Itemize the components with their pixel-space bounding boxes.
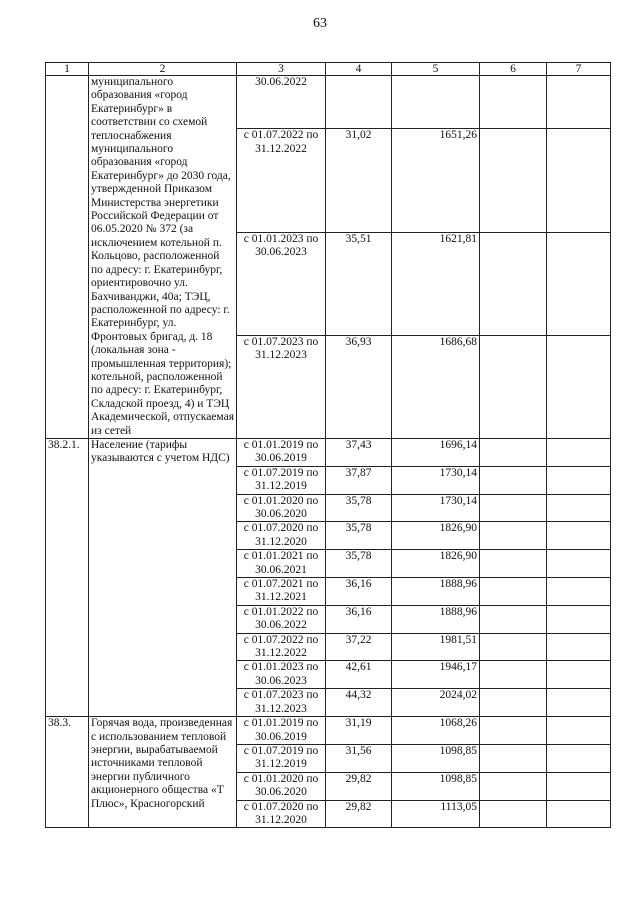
value-col5-cell: 1068,26: [392, 717, 480, 745]
header-col-4: 4: [326, 63, 392, 76]
period-cell: с 01.07.2020 по 31.12.2020: [237, 522, 326, 550]
tariff-table: [45, 62, 611, 828]
value-col7-cell: [547, 800, 611, 828]
value-col5-cell: 1686,68: [392, 335, 480, 438]
value-col6-cell: [480, 76, 547, 129]
value-col7-cell: [547, 772, 611, 800]
value-col5-cell: 1098,85: [392, 744, 480, 772]
value-col4-cell: 44,32: [326, 689, 392, 717]
period-cell: с 01.01.2023 по 30.06.2023: [237, 232, 326, 335]
value-col5-cell: 1946,17: [392, 661, 480, 689]
table-header-row: [46, 63, 611, 76]
value-col4-cell: 36,16: [326, 578, 392, 606]
value-col6-cell: [480, 772, 547, 800]
value-col6-cell: [480, 129, 547, 232]
value-col7-cell: [547, 689, 611, 717]
value-col7-cell: [547, 578, 611, 606]
header-col-3: 3: [237, 63, 326, 76]
value-col6-cell: [480, 800, 547, 828]
value-col7-cell: [547, 129, 611, 232]
row-description-cell: Горячая вода, произведенная с использованием тепловой энергии, вырабатываемой источниками тепловой энергии публичного акционерного общества «Т Плюс», Красногорский: [89, 717, 237, 828]
value-col7-cell: [547, 522, 611, 550]
value-col6-cell: [480, 578, 547, 606]
value-col7-cell: [547, 76, 611, 129]
value-col7-cell: [547, 717, 611, 745]
value-col7-cell: [547, 494, 611, 522]
value-col5-cell: 1888,96: [392, 578, 480, 606]
value-col4-cell: 35,51: [326, 232, 392, 335]
value-col4-cell: 35,78: [326, 550, 392, 578]
table-row: [46, 717, 611, 745]
value-col4-cell: 31,02: [326, 129, 392, 232]
value-col7-cell: [547, 605, 611, 633]
value-col5-cell: 1888,96: [392, 605, 480, 633]
value-col6-cell: [480, 438, 547, 466]
value-col5-cell: 1981,51: [392, 633, 480, 661]
value-col7-cell: [547, 550, 611, 578]
value-col6-cell: [480, 550, 547, 578]
page-number: 63: [313, 16, 327, 31]
period-cell: с 01.01.2020 по 30.06.2020: [237, 772, 326, 800]
period-cell: с 01.01.2023 по 30.06.2023: [237, 661, 326, 689]
value-col6-cell: [480, 494, 547, 522]
value-col4-cell: 42,61: [326, 661, 392, 689]
value-col6-cell: [480, 605, 547, 633]
header-col-6: 6: [480, 63, 547, 76]
value-col6-cell: [480, 744, 547, 772]
value-col4-cell: 37,43: [326, 438, 392, 466]
value-col7-cell: [547, 744, 611, 772]
table-body: [46, 76, 611, 828]
value-col5-cell: 1651,26: [392, 129, 480, 232]
table-row: [46, 438, 611, 466]
value-col5-cell: [392, 76, 480, 129]
value-col7-cell: [547, 335, 611, 438]
value-col6-cell: [480, 717, 547, 745]
row-description-cell: муниципального образования «город Екатеринбург» в соответствии со схемой теплоснабжения муниципального образования «город Екатеринбург» до 2030 года, утвержденной Приказом Министерства энергетики Российской Федерации от 06.05.2020 № 372 (за исключением котельной п. Кольцово, расположенной по адресу: г. Екатеринбург, ориентировочно ул. Бахчиванджи, 40а; ТЭЦ, расположенной по адресу: г. Екатеринбург, ул. Фронтовых бригад, д. 18 (локальная зона - промышленная территория); котельной, расположенной по адресу: г. Екатеринбург, Складской проезд, 4) и ТЭЦ Академической, отпускаемая из сетей: [89, 76, 237, 439]
period-cell: с 01.01.2020 по 30.06.2020: [237, 494, 326, 522]
value-col6-cell: [480, 633, 547, 661]
value-col4-cell: 35,78: [326, 494, 392, 522]
value-col4-cell: 35,78: [326, 522, 392, 550]
value-col4-cell: 29,82: [326, 800, 392, 828]
value-col7-cell: [547, 661, 611, 689]
period-cell: с 01.07.2019 по 31.12.2019: [237, 466, 326, 494]
period-cell: с 01.01.2021 по 30.06.2021: [237, 550, 326, 578]
value-col5-cell: 1113,05: [392, 800, 480, 828]
row-code-cell: [46, 76, 89, 439]
value-col4-cell: 36,93: [326, 335, 392, 438]
header-col-1: 1: [46, 63, 89, 76]
value-col4-cell: 29,82: [326, 772, 392, 800]
value-col7-cell: [547, 232, 611, 335]
value-col7-cell: [547, 633, 611, 661]
value-col6-cell: [480, 522, 547, 550]
value-col4-cell: 31,56: [326, 744, 392, 772]
value-col4-cell: 36,16: [326, 605, 392, 633]
period-cell: с 01.07.2019 по 31.12.2019: [237, 744, 326, 772]
row-code-cell: 38.2.1.: [46, 438, 89, 716]
period-cell: с 01.07.2022 по 31.12.2022: [237, 633, 326, 661]
value-col6-cell: [480, 689, 547, 717]
value-col4-cell: 37,87: [326, 466, 392, 494]
value-col4-cell: 37,22: [326, 633, 392, 661]
value-col7-cell: [547, 466, 611, 494]
value-col4-cell: [326, 76, 392, 129]
period-cell: с 01.07.2023 по 31.12.2023: [237, 689, 326, 717]
value-col5-cell: 1098,85: [392, 772, 480, 800]
value-col7-cell: [547, 438, 611, 466]
value-col5-cell: 1696,14: [392, 438, 480, 466]
period-cell: 30.06.2022: [237, 76, 326, 129]
value-col5-cell: 1621,81: [392, 232, 480, 335]
period-cell: с 01.01.2019 по 30.06.2019: [237, 438, 326, 466]
header-col-5: 5: [392, 63, 480, 76]
period-cell: с 01.07.2021 по 31.12.2021: [237, 578, 326, 606]
table-row: [46, 76, 611, 129]
value-col6-cell: [480, 466, 547, 494]
value-col5-cell: 2024,02: [392, 689, 480, 717]
value-col5-cell: 1730,14: [392, 466, 480, 494]
value-col5-cell: 1826,90: [392, 522, 480, 550]
value-col5-cell: 1730,14: [392, 494, 480, 522]
value-col4-cell: 31,19: [326, 717, 392, 745]
value-col6-cell: [480, 335, 547, 438]
value-col6-cell: [480, 232, 547, 335]
value-col6-cell: [480, 661, 547, 689]
period-cell: с 01.07.2023 по 31.12.2023: [237, 335, 326, 438]
header-col-2: 2: [89, 63, 237, 76]
row-code-cell: 38.3.: [46, 717, 89, 828]
period-cell: с 01.01.2022 по 30.06.2022: [237, 605, 326, 633]
value-col5-cell: 1826,90: [392, 550, 480, 578]
period-cell: с 01.07.2020 по 31.12.2020: [237, 800, 326, 828]
row-description-cell: Население (тарифы указываются с учетом НДС): [89, 438, 237, 716]
period-cell: с 01.07.2022 по 31.12.2022: [237, 129, 326, 232]
header-col-7: 7: [547, 63, 611, 76]
period-cell: с 01.01.2019 по 30.06.2019: [237, 717, 326, 745]
